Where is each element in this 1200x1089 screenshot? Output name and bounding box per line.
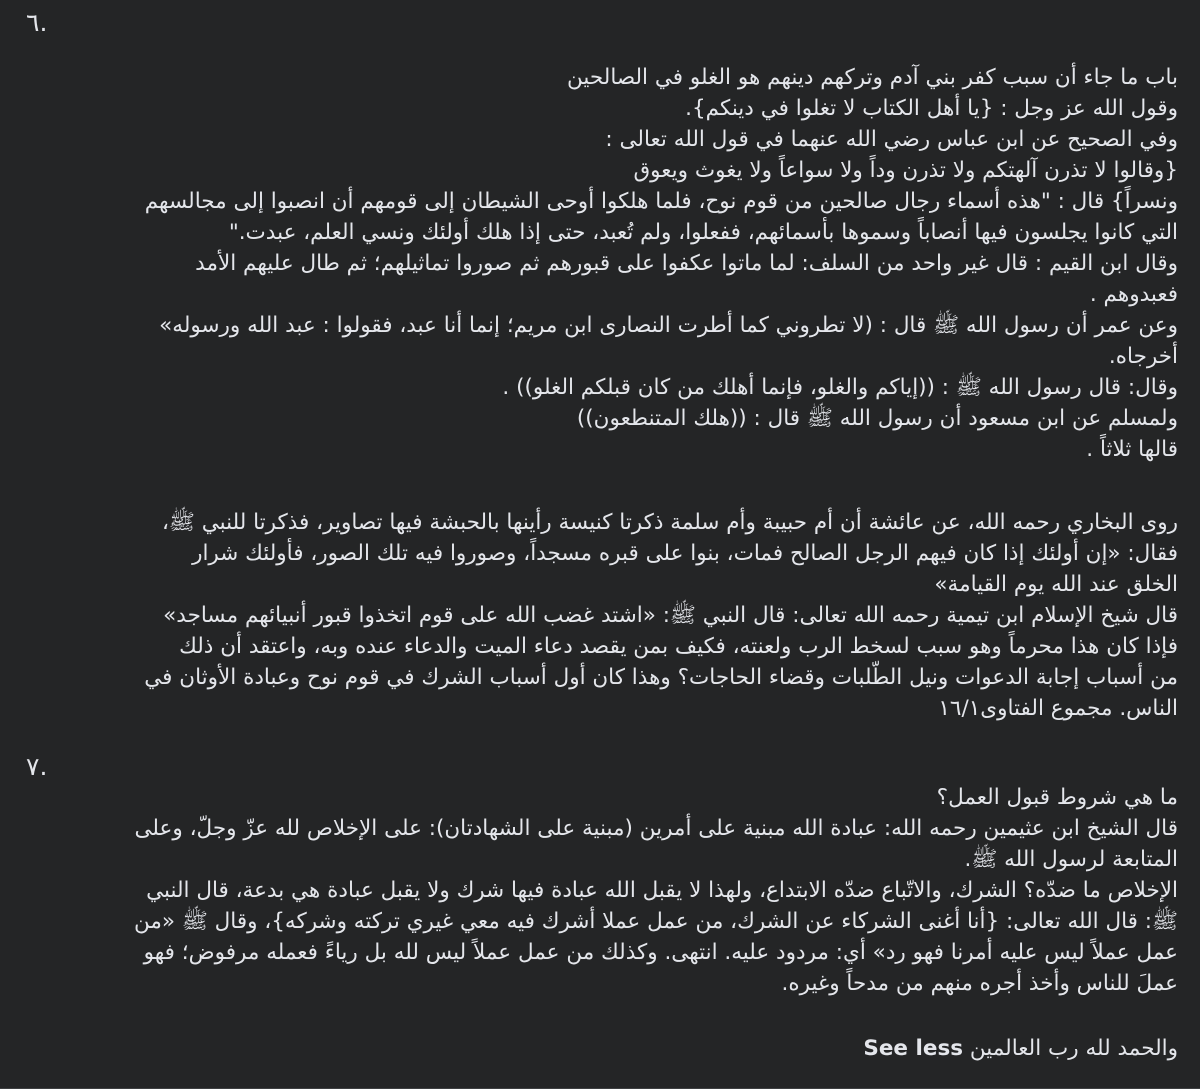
text-line: التي كانوا يجلسون فيها أنصاباً وسموها بأسمائهم، ففعلوا، ولم تُعبد، حتى إذا هلك أولئك ونسي العلم، عبدت." bbox=[228, 220, 1178, 245]
text-line: فعبدوهم . bbox=[1089, 282, 1178, 307]
text-line: فإذا كان هذا محرماً وهو سبب لسخط الرب ولعنته، فكيف بمن يقصد دعاء الميت والدعاء عنده وبه، واعتقد أن ذلك bbox=[179, 634, 1178, 659]
text-line: ما هي شروط قبول العمل؟ bbox=[936, 785, 1178, 810]
text-line: باب ما جاء أن سبب كفر بني آدم وتركهم دينهم هو الغلو في الصالحين bbox=[567, 65, 1178, 90]
text-line: ﷺ: قال الله تعالى: {أنا أغنى الشركاء عن الشرك، من عمل عملا أشرك فيه معي غيري تركته وشركه}، وقال ﷺ «من bbox=[133, 909, 1178, 934]
bukhari-paragraph bbox=[28, 507, 1178, 724]
section-7-paragraph bbox=[28, 782, 1178, 999]
text-line: الناس. مجموع الفتاوى١٦/١ bbox=[938, 696, 1178, 721]
text-line: من أسباب إجابة الدعوات ونيل الطّلبات وقضاء الحاجات؟ وهذا كان أول أسباب الشرك في قوم نوح وعبادة الأوثان في bbox=[144, 665, 1178, 690]
text-line: ونسراً} قال : "هذه أسماء رجال صالحين من قوم نوح، فلما هلكوا أوحى الشيطان إلى قومهم أن انصبوا إلى مجالسهم bbox=[144, 189, 1178, 214]
text-line: قال شيخ الإسلام ابن تيمية رحمه الله تعالى: قال النبي ﷺ: «اشتد غضب الله على قوم اتخذوا قبور أنبيائهم مساجد» bbox=[163, 603, 1178, 628]
text-line: وقال: قال رسول الله ﷺ : ((إياكم والغلو، فإنما أهلك من كان قبلكم الغلو)) . bbox=[502, 375, 1178, 400]
text-line: أخرجاه. bbox=[1108, 344, 1178, 369]
text-line: عملَ للناس وأخذ أجره منهم من مدحاً وغيره. bbox=[781, 971, 1178, 996]
section-6-paragraph bbox=[28, 62, 1178, 465]
text-line: روى البخاري رحمه الله، عن عائشة أن أم حبيبة وأم سلمة ذكرتا كنيسة رأينها بالحبشة فيها تصاوير، فذكرتا للنبي ﷺ، bbox=[161, 510, 1178, 535]
see-less-link[interactable]: See less bbox=[863, 1036, 964, 1061]
text-line: وقول الله عز وجل : {يا أهل الكتاب لا تغلوا في دينكم}. bbox=[685, 96, 1178, 121]
text-line: وقال ابن القيم : قال غير واحد من السلف: لما ماتوا عكفوا على قبورهم ثم صوروا تماثيلهم؛ ثم طال عليهم الأمد bbox=[195, 251, 1178, 276]
text-line: ولمسلم عن ابن مسعود أن رسول الله ﷺ قال : ((هلك المتنطعون)) bbox=[576, 406, 1178, 431]
text-line: فقال: «إن أولئك إذا كان فيهم الرجل الصالح فمات، بنوا على قبره مسجداً، وصوروا فيه تلك الصور، فأولئك شرار bbox=[192, 541, 1178, 566]
closing-text: والحمد لله رب العالمين bbox=[969, 1036, 1178, 1061]
text-line: المتابعة لرسول الله ﷺ. bbox=[964, 847, 1178, 872]
text-line: وفي الصحيح عن ابن عباس رضي الله عنهما في قول الله تعالى : bbox=[605, 127, 1178, 152]
section-number-6: ٦. bbox=[26, 8, 48, 37]
text-line: قال الشيخ ابن عثيمين رحمه الله: عبادة الله مبنية على أمرين (مبنية على الشهادتان): على الإخلاص لله عزّ وجلّ، وعلى bbox=[134, 816, 1178, 841]
text-line: قالها ثلاثاً . bbox=[1086, 437, 1178, 462]
section-number-7: ٧. bbox=[26, 752, 48, 781]
text-line: وعن عمر أن رسول الله ﷺ قال : (لا تطروني كما أطرت النصارى ابن مريم؛ إنما أنا عبد، فقولوا : عبد الله ورسوله» bbox=[159, 313, 1178, 338]
closing-line bbox=[863, 1033, 1178, 1064]
text-line: {وقالوا لا تذرن آلهتكم ولا تذرن وداً ولا سواعاً ولا يغوث ويعوق bbox=[633, 158, 1178, 183]
text-line: الخلق عند الله يوم القيامة» bbox=[934, 572, 1178, 597]
text-line: الإخلاص ما ضدّه؟ الشرك، والاتّباع ضدّه الابتداع، ولهذا لا يقبل الله عبادة فيها شرك ولا يقبل عبادة هي بدعة، قال النبي bbox=[146, 878, 1178, 903]
text-line: عمل عملاً ليس عليه أمرنا فهو رد» أي: مردود عليه. انتهى. وكذلك من عمل عملاً ليس لله بل رياءً فعمله مرفوض؛ فهو bbox=[143, 940, 1178, 965]
